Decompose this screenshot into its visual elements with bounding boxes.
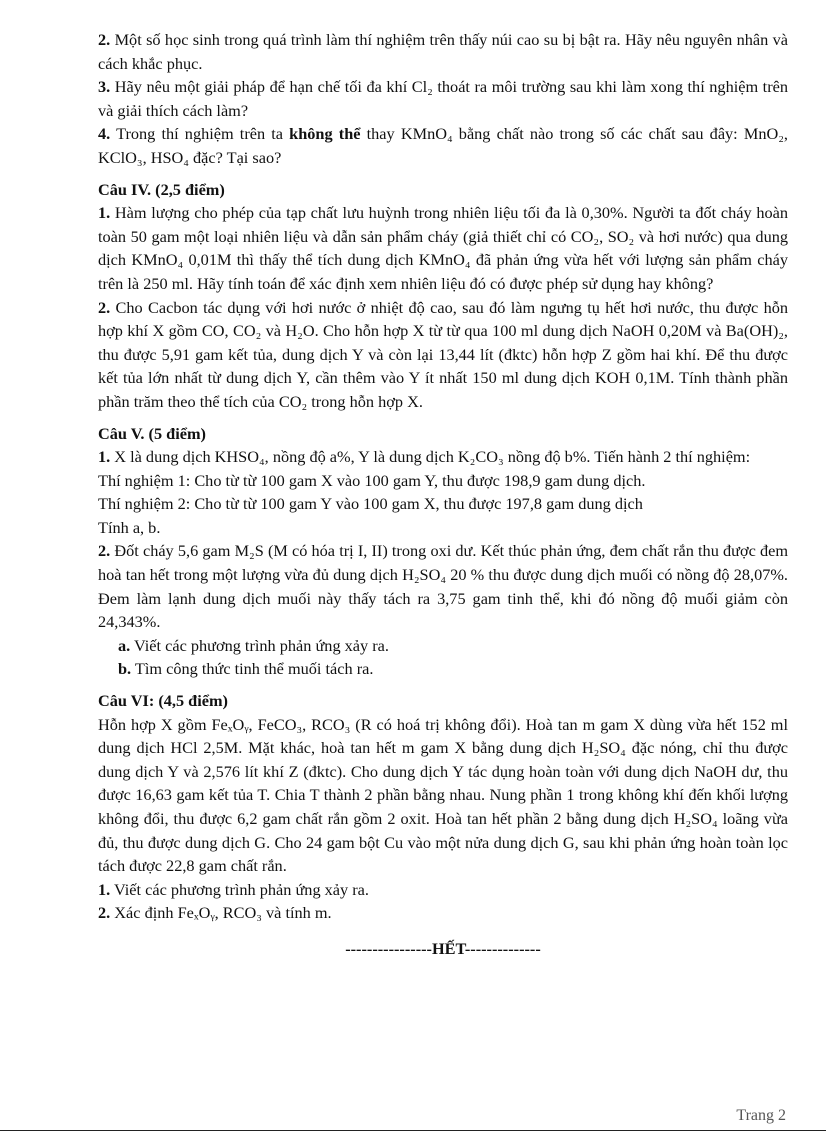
item-number: 2. <box>98 903 111 923</box>
q5-item-2 <box>98 539 788 633</box>
item-text: Xác định FeₓOᵧ, RCO₃ và tính m. <box>110 903 332 923</box>
q4-item-2 <box>98 296 788 414</box>
q5-sub-a <box>98 634 788 658</box>
footer-rule <box>0 1130 826 1131</box>
item-number: 1. <box>98 447 111 467</box>
item-number: 2. <box>98 297 111 317</box>
item-text: Trong thí nghiệm trên ta <box>110 124 290 144</box>
q5-experiment-1: Thí nghiệm 1: Cho từ từ 100 gam X vào 100 gam Y, thu được 198,9 gam dung dịch. <box>98 470 646 490</box>
item-text: Đốt cháy 5,6 gam M₂S (M có hóa trị I, II) trong oxi dư. Kết thúc phản ứng, đem chất rắn thu được đem hoà tan hết trong một lượng vừa đủ dung dịch H₂SO₄ 20 % thu được dung dịch muối có nồng độ 28,07%. Đem làm lạnh dung dịch muối này thấy tách ra 3,75 gam tinh thể, khi đó nồng độ muối giảm còn 24,343%. <box>98 541 788 632</box>
item-text: Một số học sinh trong quá trình làm thí nghiệm trên thấy núi cao su bị bật ra. Hãy nêu nguyên nhân và cách khắc phục. <box>98 30 788 73</box>
item-number: 4. <box>98 124 111 144</box>
item-text: Viết các phương trình phản ứng xảy ra. <box>110 879 369 899</box>
item-number: 1. <box>98 203 111 223</box>
sub-label: a. <box>118 635 131 655</box>
page-number: Trang 2 <box>736 1107 786 1124</box>
q6-item-2 <box>98 901 788 925</box>
q3-item-4 <box>98 122 788 169</box>
q3-item-2 <box>98 28 788 75</box>
item-text: thay KMnO₄ bằng chất nào trong số các chất sau đây: MnO₂, KClO₃, HSO₄ đặc? Tại sao? <box>98 124 788 167</box>
item-emphasis: không thể <box>289 124 361 144</box>
sub-label: b. <box>118 659 132 679</box>
item-number: 1. <box>98 879 111 899</box>
q5-calculate: Tính a, b. <box>98 517 161 537</box>
end-marker: ----------------HẾT-------------- <box>345 938 541 958</box>
q4-heading: Câu IV. (2,5 điểm) <box>98 179 225 199</box>
q5-item-1 <box>98 445 788 469</box>
exam-content <box>98 28 788 961</box>
sub-text: Tìm công thức tinh thể muối tách ra. <box>131 659 374 679</box>
item-number: 2. <box>98 30 111 49</box>
q6-body: Hỗn hợp X gồm FeₓOᵧ, FeCO₃, RCO₃ (R có hoá trị không đổi). Hoà tan m gam X dùng vừa hết 152 ml dung dịch HCl 2,5M. Mặt khác, hoà tan hết m gam X bằng dung dịch H₂SO₄ đặc nóng, chỉ thu được dung dịch Y và 2,576 lít khí Z (đktc). Cho dung dịch Y tác dụng hoàn toàn với dung dịch NaOH dư, thu được 16,63 gam kết tủa T. Chia T thành 2 phần bằng nhau. Nung phần 1 trong không khí đến khối lượng không đổi, thu được 6,2 gam chất rắn gồm 2 oxit. Hoà tan hết phần 2 bằng dung dịch H₂SO₄ loãng vừa đủ, thu được dung dịch G. Cho 24 gam bột Cu vào một nửa dung dịch G, sau khi phản ứng hoàn toàn lọc tách được 22,8 gam chất rắn. <box>98 714 788 876</box>
item-text: Cho Cacbon tác dụng với hơi nước ở nhiệt độ cao, sau đó làm ngưng tụ hết hơi nước, thu được hỗn hợp khí X gồm CO, CO₂ và H₂O. Cho hỗn hợp X từ từ qua 100 ml dung dịch NaOH 0,20M và Ba(OH)₂, thu được 5,91 gam kết tủa, dung dịch Y và còn lại 13,44 lít (đktc) hỗn hợp Z gồm hai khí. Để thu được kết tủa lớn nhất từ dung dịch Y, cần thêm vào Y ít nhất 150 ml dung dịch KOH 0,1M. Tính thành phần phần trăm theo thể tích của CO₂ trong hỗn hợp X. <box>98 297 788 411</box>
q6-item-1 <box>98 878 788 902</box>
item-text: X là dung dịch KHSO₄, nồng độ a%, Y là dung dịch K₂CO₃ nồng độ b%. Tiến hành 2 thí nghiệm: <box>110 447 751 467</box>
sub-text: Viết các phương trình phản ứng xảy ra. <box>130 635 389 655</box>
q5-heading: Câu V. (5 điểm) <box>98 423 206 443</box>
item-text: Hãy nêu một giải pháp để hạn chế tối đa khí Cl₂ thoát ra môi trường sau khi làm xong thí nghiệm trên và giải thích cách làm? <box>98 77 788 120</box>
q3-item-3 <box>98 75 788 122</box>
item-number: 3. <box>98 77 111 97</box>
q6-heading: Câu VI: (4,5 điểm) <box>98 691 228 711</box>
item-text: Hàm lượng cho phép của tạp chất lưu huỳnh trong nhiên liệu tối đa là 0,30%. Người ta đốt cháy hoàn toàn 50 gam một loại nhiên liệu và dẫn sản phẩm cháy (giả thiết chỉ có CO₂, SO₂ và hơi nước) qua dung dịch KMnO₄ 0,01M thì thấy thể tích dung dịch KMnO₄ đã phản ứng vừa hết với lượng sản phẩm cháy trên là 250 ml. Hãy tính toán để xác định xem nhiên liệu đó có được phép sử dụng hay không? <box>98 203 788 293</box>
q4-item-1 <box>98 201 788 295</box>
item-number: 2. <box>98 541 111 561</box>
q5-experiment-2: Thí nghiệm 2: Cho từ từ 100 gam Y vào 100 gam X, thu được 197,8 gam dung dịch <box>98 494 643 514</box>
q5-sub-b <box>98 657 788 681</box>
